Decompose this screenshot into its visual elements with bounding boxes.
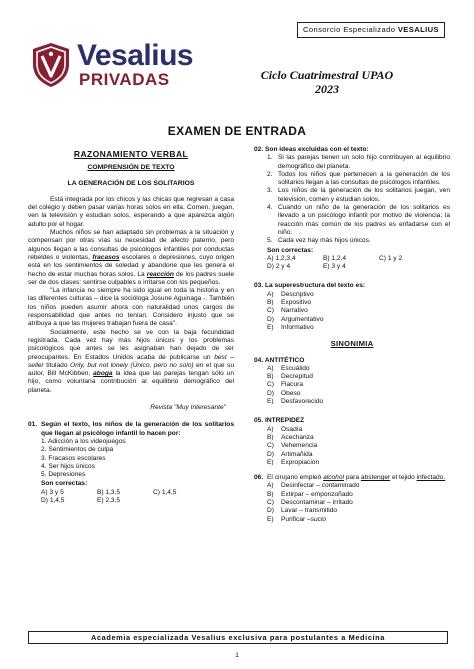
- answer-label: Son correctas:: [267, 246, 314, 254]
- list-item: 5. Cada vez hay más hijos únicos.: [267, 237, 371, 245]
- word-fracasos: fracasos: [92, 253, 120, 261]
- list-item: 4. Ser hijos únicos: [41, 462, 95, 470]
- logo-name: Vesalius: [77, 39, 194, 72]
- option-d[interactable]: D) Argumentativo: [267, 315, 324, 323]
- option-c[interactable]: C) Descontaminar – irritado: [267, 498, 353, 506]
- right-column: [254, 146, 450, 524]
- paragraph-4: Socialmente, este hecho se ve con la baja fecundidad registrada. Cada vez hay más hijos únicos y los problemas psicológicos que antes se les asignaban han dejado de ser preocupantes. En Estados Unidos acaba de publicarse un best – seller titulado Only, but not lonely (Único, pero no solo) en el que su autor, Bill McKibben, aboga la idea que las parejas tengan sólo un hijo, como voluntaria contribución al equilibrio demográfico del planeta.: [28, 328, 234, 394]
- list-item: 2. Todos los niños que pertenecen a la generación de los solitarios llegan a las consultas de psicólogos infantiles.: [267, 170, 450, 187]
- word-alcohol: alcohol: [323, 474, 344, 482]
- question-3-options: [254, 291, 450, 332]
- question-1-items: [28, 438, 234, 489]
- list-item: 1. Adicción a los videojuegos: [41, 437, 126, 445]
- page-number: 1: [235, 652, 239, 659]
- cycle-title: [252, 68, 402, 96]
- list-item: 4. Cuando un niño de la generación de los solitarios es llevado a un psicólogo infantil por motivo de violencia; la reacción más común de los padres es enfadarse con el niño.: [267, 204, 450, 236]
- question-2-options: [254, 255, 450, 272]
- option-e[interactable]: E) 2,3,5: [97, 496, 121, 504]
- list-item: 5. Depresiones: [41, 471, 86, 479]
- option-b[interactable]: B) Expositivo: [267, 299, 312, 307]
- reading-title: LA GENERACIÓN DE LOS SOLITARIOS: [67, 179, 195, 187]
- consorcio-brand: VESALIUS: [397, 25, 440, 34]
- paragraph-3: "La infancia no siempre ha sido igual en toda la historia y en las diferentes culturas – dice la socióloga Josune Aguinaga -. También los niños pueden asumir ahora con naturalidad unos cargos de responsabilidad que antes no tenían. Considero injusto que se atribuya a que las mujeres trabajan fuera de casa".: [28, 287, 234, 328]
- option-b[interactable]: B) Extirpar – emponzoñado: [267, 490, 353, 498]
- question-1-options: [28, 489, 234, 506]
- option-c[interactable]: C) Vehemencia: [267, 442, 318, 450]
- option-a[interactable]: A) Descriptivo: [267, 290, 314, 298]
- option-e[interactable]: E) Desfavorecido: [267, 398, 324, 406]
- list-item: 3. Los niños de la generación de los solitarios juegan, ven televisión, comen y estudian solos.: [267, 187, 450, 203]
- answer-label: Son correctas:: [41, 480, 88, 488]
- subsection-heading: COMPRENSIÓN DE TEXTO: [87, 164, 175, 172]
- option-a[interactable]: A) 3 y 5: [41, 488, 64, 496]
- list-item: 2. Sentimientos de culpa: [41, 446, 114, 454]
- question-3: 03. La superestructura del texto es:: [254, 282, 366, 290]
- footer-banner: Academia especializada Vesalius exclusiva para postulantes a Medicina: [28, 631, 448, 644]
- option-c[interactable]: C) 1 y 2: [379, 254, 403, 262]
- question-2-items: [254, 154, 450, 245]
- exam-title: EXAMEN DE ENTRADA: [167, 124, 307, 138]
- cycle-year: 2023: [315, 82, 339, 96]
- left-column: [28, 150, 234, 505]
- option-b[interactable]: B) 1,3,5: [97, 488, 121, 496]
- option-e[interactable]: E) Expropiación: [267, 458, 320, 466]
- option-a[interactable]: A) Osadía: [267, 425, 303, 433]
- question-4: 04. ANTITÉTICO: [254, 356, 305, 364]
- word-reaccion: reacción: [146, 270, 174, 278]
- shield-logo-icon: [31, 42, 71, 88]
- option-d[interactable]: D) Artimañida: [267, 450, 313, 458]
- option-d[interactable]: D) 2 y 4: [267, 263, 291, 271]
- word-infectado: infectado.: [416, 474, 446, 482]
- option-b[interactable]: B) Acechanza: [267, 433, 314, 441]
- paragraph-2: Muchos niños se han adaptado sin problemas a la situación y compensan por otras vías su necesidad de afecto paterno, pero algunos llegan a las consultas de psicólogos infantiles por conductas rebeldes o violentas, fracasos escolares o depresiones, cuyo origen está en los sentimientos de soledad y abandone que les genera el hecho de estar muchas horas solos. La reacción de los padres suele ser de dos clases: sentirse culpables o irritarse con los pequeños.: [28, 229, 235, 286]
- option-b[interactable]: B) 1,2,4: [323, 254, 347, 262]
- question-5-options: [254, 426, 450, 467]
- cycle-line-1: Ciclo Cuatrimestral UPAO: [260, 68, 394, 82]
- word-abstenger: abstenger: [360, 474, 391, 482]
- question-2: 02. Son ideas excluidas con el texto:: [254, 146, 369, 153]
- logo-subtitle: PRIVADAS: [79, 70, 170, 89]
- question-1: 01. Según el texto, los niños de la generación de los solitarios que llegan al psicólogo infantil lo hacen por:: [28, 421, 234, 437]
- option-c[interactable]: C) 1,4,5: [153, 488, 177, 496]
- paragraph-1: Está integrada por los chicos y las chicas que regresan a casa del colegio y deben pasar varias horas solos en ella. Comen, juegan, ven la televisión y estudian solos, esperando a que aparezca algún adulto por el hogar.: [28, 195, 234, 228]
- option-a[interactable]: A) 1,2,3,4: [267, 254, 296, 262]
- option-a[interactable]: A) Escuálido: [267, 364, 310, 372]
- question-4-options: [254, 365, 450, 406]
- option-e[interactable]: E) Informativo: [267, 323, 314, 331]
- section-heading: RAZONAMIENTO VERBAL: [73, 149, 189, 159]
- option-d[interactable]: D) Obeso: [267, 389, 301, 397]
- option-b[interactable]: B) Decrepitud: [267, 373, 313, 381]
- option-c[interactable]: C) Narrativo: [267, 307, 308, 315]
- consorcio-box: [297, 22, 445, 38]
- list-item: 3. Fracasos escolares: [41, 454, 106, 462]
- option-d[interactable]: D) Lavar – transmitido: [267, 507, 338, 515]
- option-c[interactable]: C) Flacura: [267, 381, 303, 389]
- option-a[interactable]: A) Desinfectar – contaminado: [267, 482, 360, 490]
- option-e[interactable]: E) 3 y 4: [323, 263, 346, 271]
- list-item: 1. Si las parejas tienen un solo hijo contribuyen al equilibrio demográfico del planeta.: [267, 154, 450, 170]
- option-d[interactable]: D) 1,4,5: [41, 496, 65, 504]
- question-5: 05. INTREPIDEZ: [254, 417, 305, 425]
- question-6-options: [254, 482, 450, 523]
- question-6: 06. El cirujano empleó alcohol para abstenger el tejido infectado.: [254, 474, 446, 482]
- word-aboga: aboga: [93, 370, 113, 378]
- consorcio-text: Consorcio Especializado: [302, 25, 398, 34]
- section-sinonimia: SINONIMIA: [330, 339, 374, 349]
- option-e[interactable]: E) Purificar – sucio: [267, 515, 327, 523]
- source-citation: Revista "Muy Interesante": [150, 404, 226, 412]
- vesalius-logo: [27, 39, 194, 92]
